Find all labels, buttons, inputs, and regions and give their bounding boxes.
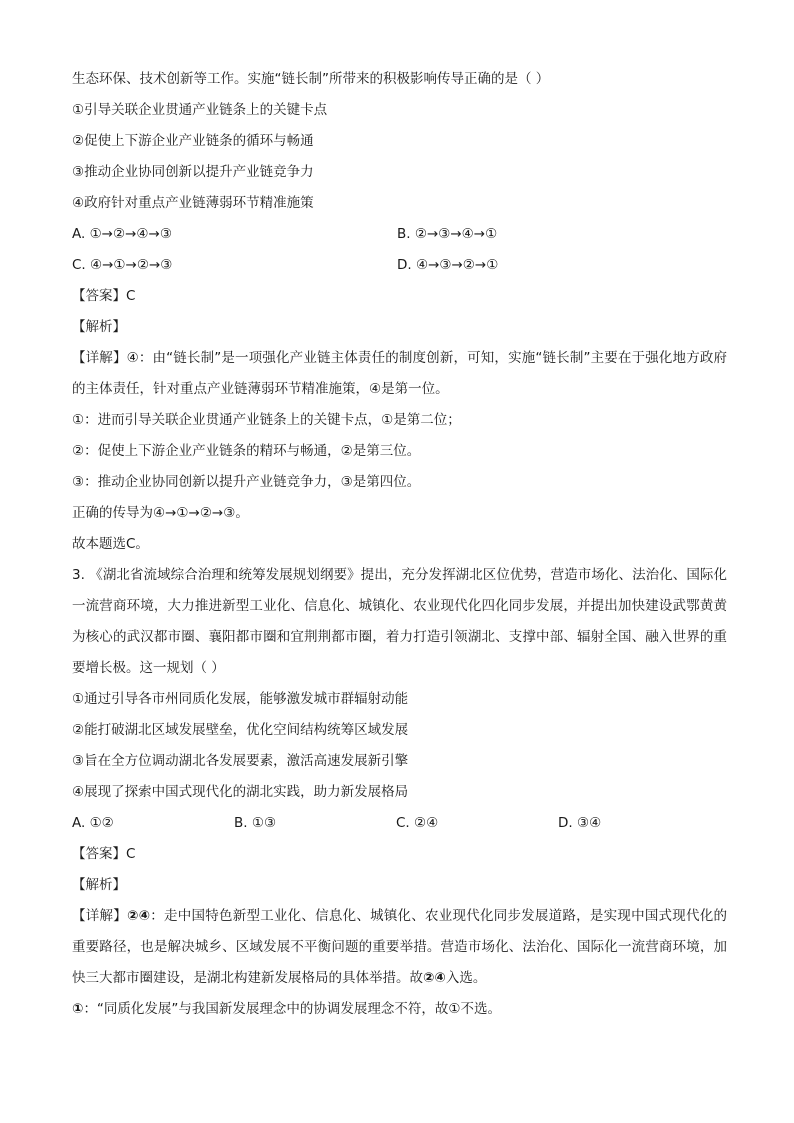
q3-detail-keys: ②④ bbox=[126, 908, 151, 924]
q2-detail-5: 正确的传导为④→①→②→③。 bbox=[72, 505, 249, 521]
q3-item-3: ③旨在全方位调动湖北各发展要素，激活高速发展新引擎 bbox=[72, 753, 409, 769]
q2-detail-4: ③：推动企业协同创新以提升产业链竞争力，③是第四位。 bbox=[72, 474, 421, 490]
q2-item-3: ③推动企业协同创新以提升产业链竞争力 bbox=[72, 164, 314, 180]
q3-detail-keys-2: ②④ bbox=[423, 970, 446, 986]
q3-stem: 3. 《湖北省流域综合治理和统筹发展规划纲要》提出，充分发挥湖北区位优势，营造市场化、法治化、国际化一流营商环境，大力推进新型工业化、信息化、城镇化、农业现代化四化同步发展，并提出加快建设武鄂黄黄为核心的武汉都市圈、襄阳都市圈和宜荆荆都市圈，着力打造引领湖北、支撑中部、辐射全国、融入世界的重要增长极。这一规划（ ） bbox=[72, 567, 727, 676]
q3-detail-tail: 入选。 bbox=[445, 970, 487, 986]
q3-detail-label: 【详解】 bbox=[72, 908, 127, 924]
q3-option-a: A. ①② bbox=[72, 815, 114, 831]
q2-detail-6: 故本题选C。 bbox=[72, 536, 149, 552]
q3-option-d: D. ③④ bbox=[558, 815, 602, 831]
q2-option-b: B. ②→③→④→① bbox=[397, 226, 498, 242]
q3-option-c: C. ②④ bbox=[396, 815, 439, 831]
q2-detail-1: 【详解】④：由“链长制”是一项强化产业链主体责任的制度创新，可知，实施“链长制”主要在于强化地方政府的主体责任，针对重点产业链薄弱环节精准施策，④是第一位。 bbox=[72, 350, 727, 397]
q2-analysis-label: 【解析】 bbox=[72, 319, 126, 335]
q3-detail-body: ：走中国特色新型工业化、信息化、城镇化、农业现代化同步发展道路，是实现中国式现代化的重要路径，也是解决城乡、区域发展不平衡问题的重要举措。营造市场化、法治化、国际化一流营商环境，加快三大都市圈建设，是湖北构建新发展格局的具体举措。故 bbox=[72, 908, 728, 986]
q2-item-2: ②促使上下游企业产业链条的循环与畅通 bbox=[72, 133, 314, 149]
q2-detail-2: ①：进而引导关联企业贯通产业链条上的关键卡点，①是第二位； bbox=[72, 412, 461, 428]
q2-option-d: D. ④→③→②→① bbox=[397, 257, 499, 273]
q2-item-4: ④政府针对重点产业链薄弱环节精准施策 bbox=[72, 195, 314, 211]
q3-item-1: ①通过引导各市州同质化发展，能够激发城市群辐射动能 bbox=[72, 691, 409, 707]
q3-analysis-label: 【解析】 bbox=[72, 877, 126, 893]
q2-answer: 【答案】C bbox=[72, 288, 136, 304]
q3-option-b: B. ①③ bbox=[234, 815, 277, 831]
q3-options-row bbox=[72, 808, 727, 839]
q2-options-row-1 bbox=[72, 219, 727, 250]
q3-last-body: ：“同质化发展”与我国新发展理念中的协调发展理念不符，故①不选。 bbox=[83, 1001, 502, 1017]
q2-option-a: A. ①→②→④→③ bbox=[72, 226, 172, 242]
q3-item-4: ④展现了探索中国式现代化的湖北实践，助力新发展格局 bbox=[72, 784, 409, 800]
q3-answer: 【答案】C bbox=[72, 846, 136, 862]
q3-item-2: ②能打破湖北区域发展壁垒，优化空间结构统筹区域发展 bbox=[72, 722, 409, 738]
q2-item-1: ①引导关联企业贯通产业链条上的关键卡点 bbox=[72, 102, 328, 118]
q2-option-c: C. ④→①→②→③ bbox=[72, 257, 173, 273]
q3-last-line bbox=[72, 994, 727, 1025]
q3-detail bbox=[72, 901, 727, 994]
q2-options-row-2 bbox=[72, 250, 727, 281]
q3-last-key: ① bbox=[72, 1001, 84, 1017]
q2-detail-3: ②：促使上下游企业产业链条的精环与畅通，②是第三位。 bbox=[72, 443, 421, 459]
document-content bbox=[72, 64, 727, 1025]
q2-stem-tail: 生态环保、技术创新等工作。实施“链长制”所带来的积极影响传导正确的是（ ） bbox=[72, 71, 550, 87]
